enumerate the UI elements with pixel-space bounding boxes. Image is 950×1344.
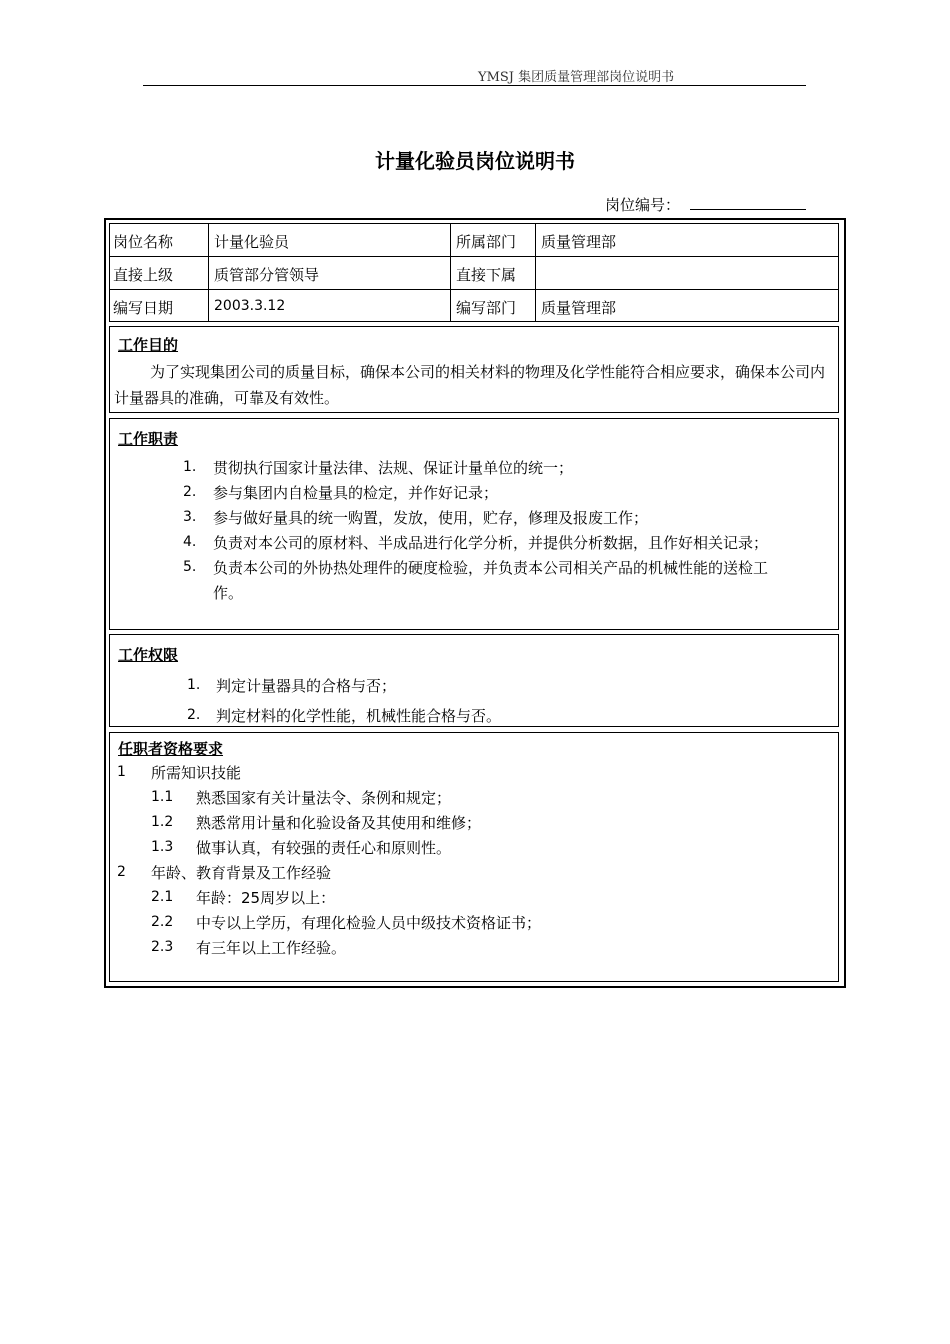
value-direct-superior: 质管部分管领导 [214, 266, 320, 284]
row-divider [110, 256, 838, 257]
list-item: 负责本公司的外协热处理件的硬度检验，并负责本公司相关产品的机械性能的送检工 [213, 559, 769, 577]
basic-info-table [109, 223, 839, 322]
purpose-text: 为了实现集团公司的质量目标，确保本公司的相关材料的物理及化学性能符合相应要求，确保本公司内计量器具的准确，可靠及有效性。 [114, 363, 826, 407]
section-qualifications [109, 732, 839, 982]
section-work-purpose [109, 326, 839, 413]
sub-number: 1.3 [151, 839, 174, 855]
list-number: 2. [187, 707, 201, 723]
list-item-continuation: 作。 [213, 584, 244, 602]
document-title: 计量化验员岗位说明书 [375, 149, 575, 173]
list-number: 1. [183, 459, 197, 475]
sub-item: 熟悉国家有关计量法令、条例和规定； [196, 789, 452, 807]
sub-number: 1.2 [151, 814, 174, 830]
label-written-dept: 编写部门 [456, 299, 517, 317]
sub-number: 2.2 [151, 914, 174, 930]
sub-item: 熟悉常用计量和化验设备及其使用和维修； [196, 814, 482, 832]
sub-item: 做事认真，有较强的责任心和原则性。 [196, 839, 452, 857]
group-heading: 年龄、教育背景及工作经验 [151, 864, 332, 882]
section-title: 工作权限 [118, 646, 179, 664]
label-post-name: 岗位名称 [113, 233, 174, 251]
list-item: 判定计量器具的合格与否； [216, 677, 397, 695]
value-written-dept: 质量管理部 [541, 299, 617, 317]
section-duties [109, 418, 839, 630]
list-item: 参与集团内自检量具的检定，并作好记录； [213, 484, 499, 502]
section-title: 工作职责 [118, 430, 179, 448]
label-direct-subordinate: 直接下属 [456, 266, 517, 284]
list-number: 3. [183, 509, 197, 525]
post-number-label: 岗位编号： [605, 196, 681, 214]
group-number: 1 [117, 764, 126, 780]
col-divider [208, 224, 209, 321]
header-rule [143, 85, 806, 86]
section-authority [109, 634, 839, 727]
list-item: 贯彻执行国家计量法律、法规、保证计量单位的统一； [213, 459, 574, 477]
post-number-blank [690, 209, 806, 210]
label-direct-superior: 直接上级 [113, 266, 174, 284]
value-department: 质量管理部 [541, 233, 617, 251]
group-number: 2 [117, 864, 126, 880]
list-item: 判定材料的化学性能，机械性能合格与否。 [216, 707, 502, 725]
list-number: 2. [183, 484, 197, 500]
value-written-date: 2003.3.12 [214, 298, 286, 314]
list-number: 4. [183, 534, 197, 550]
col-divider [535, 224, 536, 321]
page-header: YMSJ 集团质量管理部岗位说明书 [478, 70, 675, 85]
group-heading: 所需知识技能 [151, 764, 242, 782]
label-written-date: 编写日期 [113, 299, 174, 317]
sub-item: 有三年以上工作经验。 [196, 939, 347, 957]
label-department: 所属部门 [456, 233, 517, 251]
sub-number: 2.1 [151, 889, 174, 905]
sub-number: 2.3 [151, 939, 174, 955]
list-item: 参与做好量具的统一购置，发放，使用，贮存，修理及报废工作； [213, 509, 649, 527]
sub-number: 1.1 [151, 789, 174, 805]
col-divider [450, 224, 451, 321]
row-divider [110, 289, 838, 290]
section-title: 工作目的 [118, 336, 179, 354]
value-post-name: 计量化验员 [214, 233, 290, 251]
section-title: 任职者资格要求 [118, 740, 224, 758]
list-item: 负责对本公司的原材料、半成品进行化学分析，并提供分析数据，且作好相关记录； [213, 534, 769, 552]
list-number: 5. [183, 559, 197, 575]
list-number: 1. [187, 677, 201, 693]
sub-item: 中专以上学历，有理化检验人员中级技术资格证书； [196, 914, 542, 932]
sub-item: 年龄：25周岁以上： [196, 889, 336, 907]
